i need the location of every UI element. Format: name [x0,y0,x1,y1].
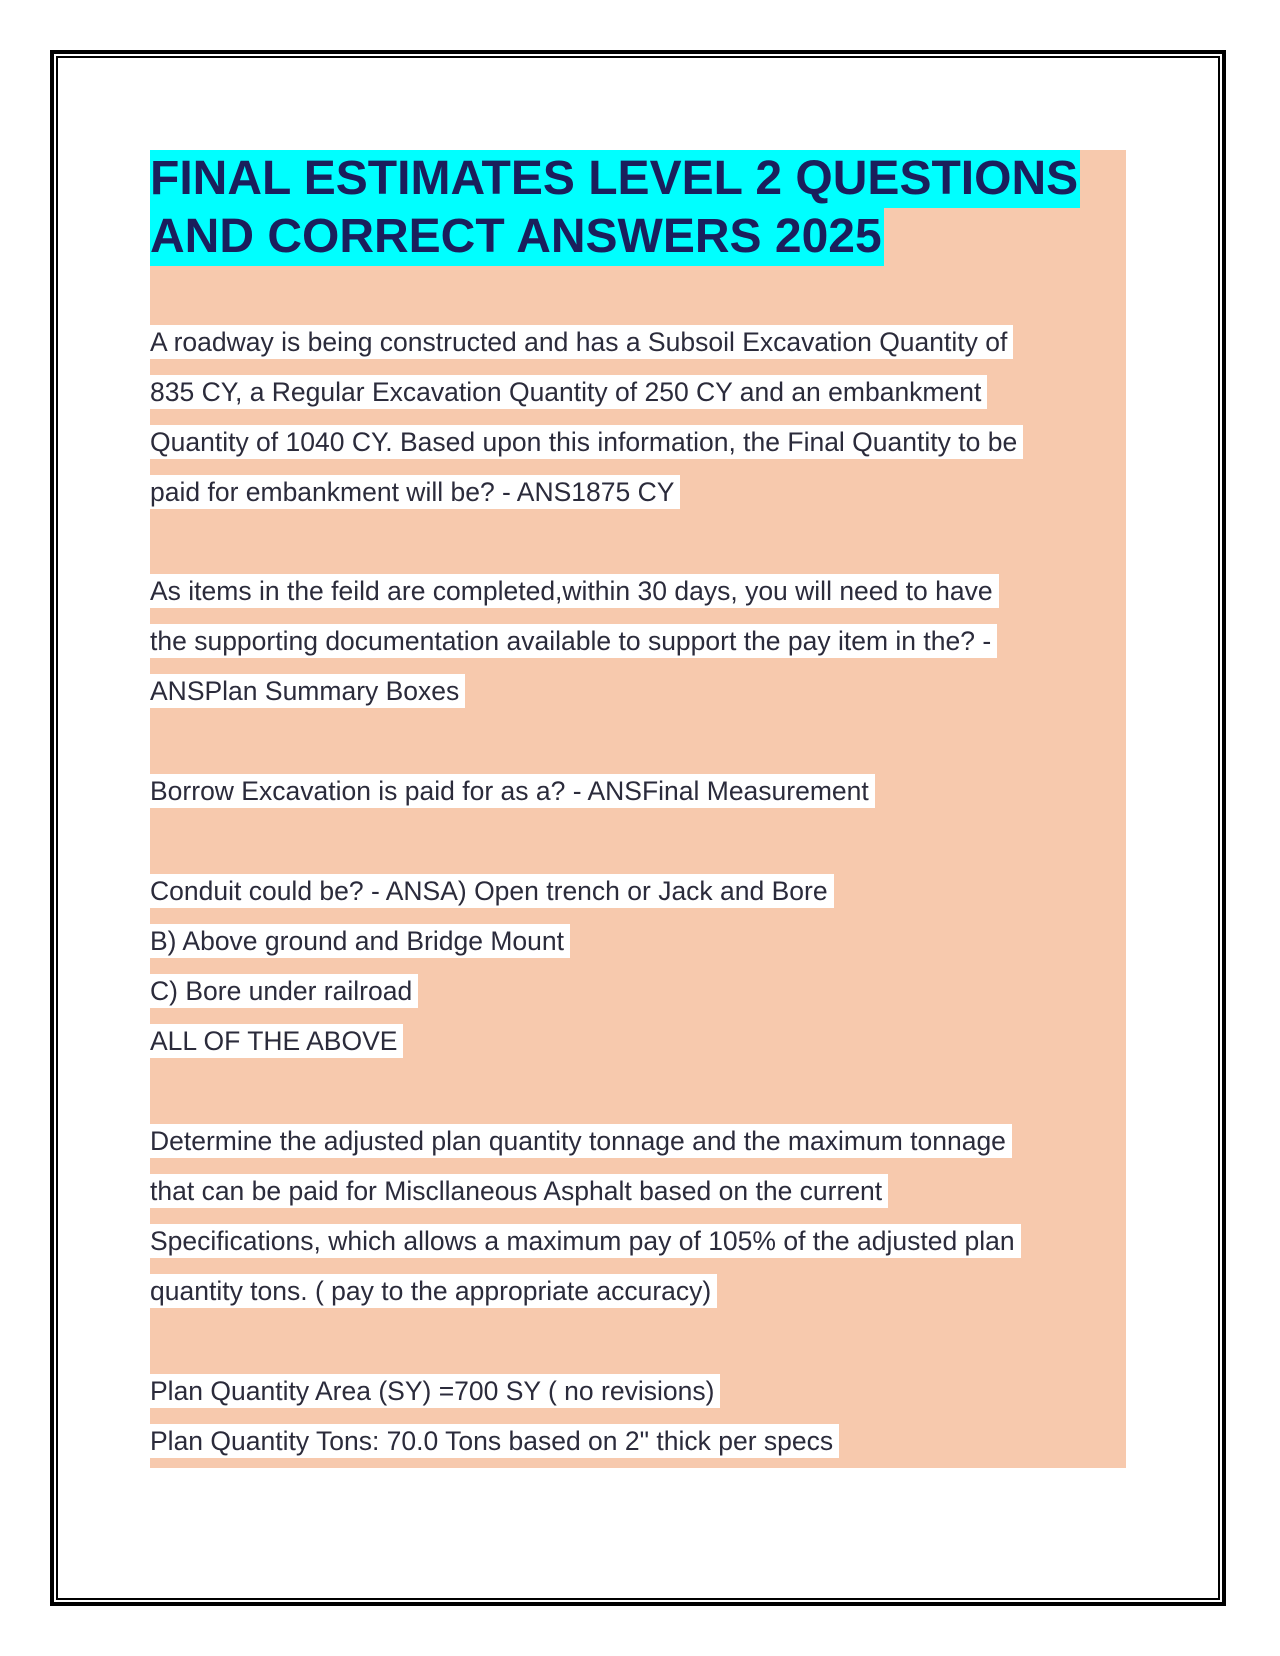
title-line-2: AND CORRECT ANSWERS 2025 [150,208,884,266]
question-5-line-2: that can be paid for Miscllaneous Asphalt based on the current [150,1174,888,1208]
question-3-line-1: Borrow Excavation is paid for as a? - ANSFinal Measurement [150,774,875,808]
document-title [150,150,1126,266]
question-5-line-4: quantity tons. ( pay to the appropriate accuracy) [150,1274,717,1308]
question-2-line-3: ANSPlan Summary Boxes [150,674,465,708]
question-2-line-2: the supporting documentation available to support the pay item in the? - [150,624,997,658]
question-1-line-3: Quantity of 1040 CY. Based upon this information, the Final Quantity to be [150,425,1023,459]
question-1-line-2: 835 CY, a Regular Excavation Quantity of 250 CY and an embankment [150,375,987,409]
question-4-line-2: B) Above ground and Bridge Mount [150,924,570,958]
question-1-line-1: A roadway is being constructed and has a Subsoil Excavation Quantity of [150,325,1013,359]
question-5-line-3: Specifications, which allows a maximum pay of 105% of the adjusted plan [150,1224,1021,1258]
question-5-data-line-2: Plan Quantity Tons: 70.0 Tons based on 2" thick per specs [150,1424,839,1458]
title-line-1: FINAL ESTIMATES LEVEL 2 QUESTIONS [150,150,1080,208]
question-1-line-4: paid for embankment will be? - ANS1875 CY [150,475,680,509]
question-4-line-1: Conduit could be? - ANSA) Open trench or Jack and Bore [150,874,834,908]
question-4-line-4: ALL OF THE ABOVE [150,1024,403,1058]
question-2-line-1: As items in the feild are completed,within 30 days, you will need to have [150,574,999,608]
question-4-line-3: C) Bore under railroad [150,974,418,1008]
question-5-data-line-1: Plan Quantity Area (SY) =700 SY ( no revisions) [150,1374,720,1408]
question-5-line-1: Determine the adjusted plan quantity tonnage and the maximum tonnage [150,1124,1012,1158]
